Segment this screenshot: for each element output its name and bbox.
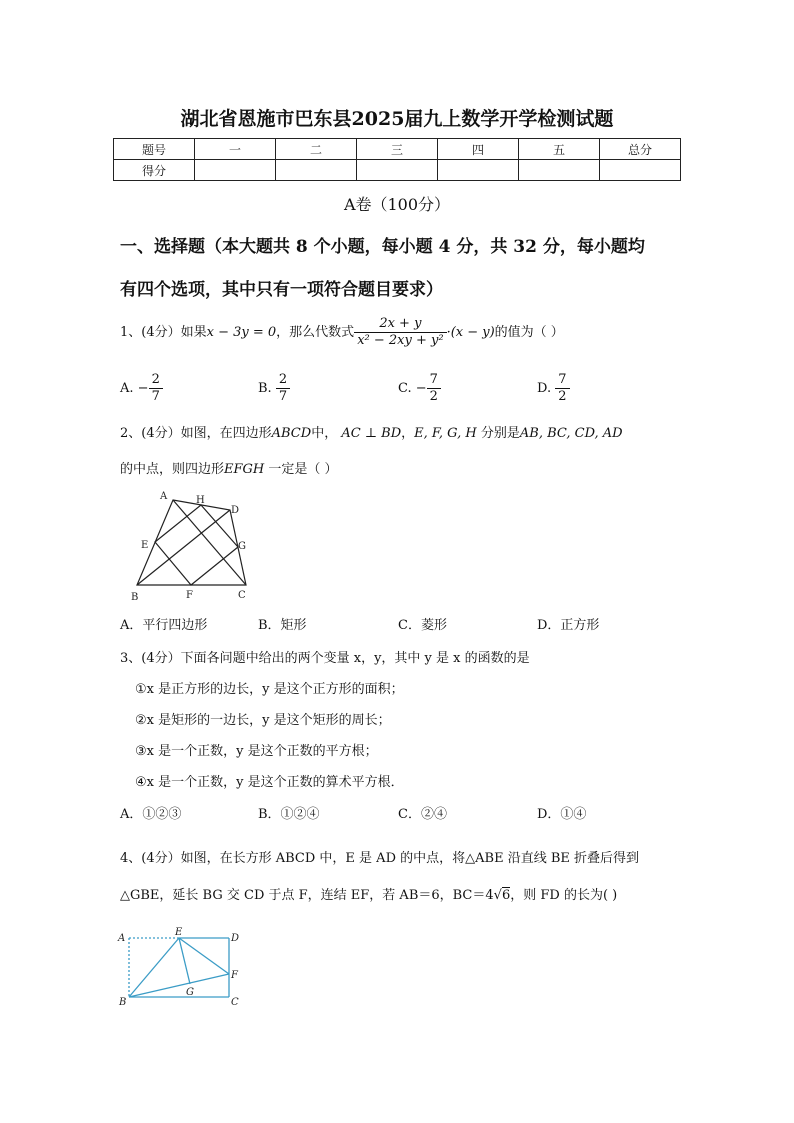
option-sign: − [415, 381, 427, 396]
text-span: 中， [311, 426, 338, 441]
option-a[interactable]: A．①②③ [120, 807, 182, 822]
math-span: AC ⊥ BD [341, 426, 402, 441]
question-1-prefix: 1、(4分）如果 [120, 325, 207, 340]
table-header-cell: 题号 [114, 139, 195, 160]
fraction-denominator: 7 [278, 389, 288, 404]
label-c: C [231, 997, 239, 1008]
list-item: ④x 是一个正数，y 是这个正数的算术平方根． [135, 775, 404, 790]
option-label: C. [398, 381, 412, 396]
radicand: 6 [501, 888, 511, 903]
table-header-cell: 总分 [600, 139, 681, 160]
text-span: 分别是 [480, 426, 520, 441]
fraction-denominator: 2 [429, 389, 438, 404]
table-header-cell: 一 [195, 139, 276, 160]
label-e: E [141, 540, 149, 551]
score-cell[interactable] [276, 160, 357, 181]
question-1-middle: ，那么代数式 [276, 325, 355, 340]
quadrilateral-efgh [155, 505, 238, 585]
label-c: C [238, 590, 246, 601]
table-header-cell: 四 [438, 139, 519, 160]
option-fraction [555, 372, 569, 405]
page-title: 湖北省恩施市巴东县2025届九上数学开学检测试题 [180, 108, 614, 130]
label-e: E [175, 927, 183, 938]
question-2-line2 [120, 458, 338, 477]
fraction-denominator: 2 [558, 389, 567, 404]
line-be [129, 938, 179, 997]
option-a[interactable] [120, 372, 163, 405]
score-cell[interactable] [438, 160, 519, 181]
label-a: A [118, 933, 126, 944]
score-cell[interactable] [600, 160, 681, 181]
label-h: H [196, 495, 205, 506]
option-b[interactable] [258, 372, 290, 405]
text-span: △GBE，延长 BG 交 CD 于点 F，连结 EF，若 AB＝6，BC＝4 [120, 888, 494, 903]
list-item: ②x 是矩形的一边长，y 是这个矩形的周长； [135, 713, 391, 728]
score-cell[interactable] [195, 160, 276, 181]
score-table [113, 138, 681, 181]
question-1-condition: x − 3y = 0 [206, 325, 277, 340]
fraction-numerator: 2 [149, 372, 163, 389]
math-span: E, F, G, H [414, 426, 477, 441]
list-item: ③x 是一个正数，y 是这个正数的平方根； [135, 744, 378, 759]
label-b: B [131, 592, 139, 603]
label-g: G [186, 987, 194, 998]
option-a[interactable]: A．平行四边形 [120, 618, 208, 633]
question-4-line2 [120, 884, 617, 903]
option-c[interactable]: C．②④ [398, 807, 447, 822]
table-header-cell: 二 [276, 139, 357, 160]
math-span: AB, BC, CD, AD [519, 426, 623, 441]
option-c[interactable]: C．菱形 [398, 618, 447, 633]
table-row-label: 得分 [114, 160, 195, 181]
label-d: D [231, 505, 240, 516]
score-table-score-row [114, 160, 681, 181]
option-label: A. [120, 381, 134, 396]
line-bf [129, 974, 229, 997]
fraction-denominator: 7 [151, 389, 160, 404]
math-span: EFGH [224, 462, 265, 477]
option-c[interactable] [398, 372, 441, 405]
option-label: B. [258, 381, 272, 396]
fraction-numerator: 2 [276, 372, 290, 389]
option-fraction [149, 372, 163, 405]
option-d[interactable]: D．①④ [537, 807, 587, 822]
sqrt-expression [494, 887, 511, 903]
question-2-line1 [120, 422, 623, 441]
part-heading-line1: 一、选择题（本大题共 8 个小题，每小题 4 分，共 32 分，每小题均 [120, 237, 645, 257]
option-d[interactable]: D．正方形 [537, 618, 600, 633]
score-table-header-row [114, 139, 681, 160]
option-sign: − [137, 381, 149, 396]
label-f: F [186, 590, 193, 601]
question-1-factor: ·(x − y) [446, 325, 495, 340]
text-span: ， [401, 426, 415, 441]
text-span: 2、(4分）如图，在四边形 [120, 426, 272, 441]
rectangle-fold-figure [116, 925, 246, 1010]
label-b: B [119, 997, 127, 1008]
label-f: F [231, 970, 238, 981]
question-1-fraction [354, 316, 446, 349]
label-d: D [231, 933, 240, 944]
question-1 [120, 316, 564, 349]
score-cell[interactable] [357, 160, 438, 181]
label-a: A [160, 491, 168, 502]
quadrilateral-figure [128, 490, 258, 605]
option-label: D. [537, 381, 552, 396]
text-span: 的中点，则四边形 [120, 462, 225, 477]
sqrt-icon: √ [493, 888, 502, 903]
fraction-numerator: 2x + y [354, 316, 446, 333]
question-3-stem: 3、(4分）下面各问题中给出的两个变量 x，y，其中 y 是 x 的函数的是 [120, 651, 530, 666]
text-span: 一定是（ ） [268, 462, 338, 477]
list-item: ①x 是正方形的边长，y 是这个正方形的面积； [135, 682, 404, 697]
option-d[interactable] [537, 372, 570, 405]
fraction-numerator: 7 [555, 372, 569, 389]
table-header-cell: 三 [357, 139, 438, 160]
question-1-suffix: 的值为（ ） [494, 325, 564, 340]
table-header-cell: 五 [519, 139, 600, 160]
option-fraction [427, 372, 441, 405]
fraction-denominator: x² − 2xy + y² [357, 333, 444, 348]
option-b[interactable]: B．①②④ [258, 807, 320, 822]
fraction-numerator: 7 [427, 372, 441, 389]
math-span: ABCD [271, 426, 312, 441]
score-cell[interactable] [519, 160, 600, 181]
label-g: G [238, 541, 246, 552]
option-b[interactable]: B．矩形 [258, 618, 307, 633]
section-heading: A卷（100分） [343, 195, 451, 214]
option-fraction [276, 372, 290, 405]
question-4-line1: 4、(4分）如图，在长方形 ABCD 中，E 是 AD 的中点，将△ABE 沿直线 BE 折叠后得到 [120, 851, 639, 866]
text-span: ，则 FD 的长为( ) [510, 888, 618, 903]
part-heading-line2: 有四个选项，其中只有一项符合题目要求） [120, 280, 443, 300]
